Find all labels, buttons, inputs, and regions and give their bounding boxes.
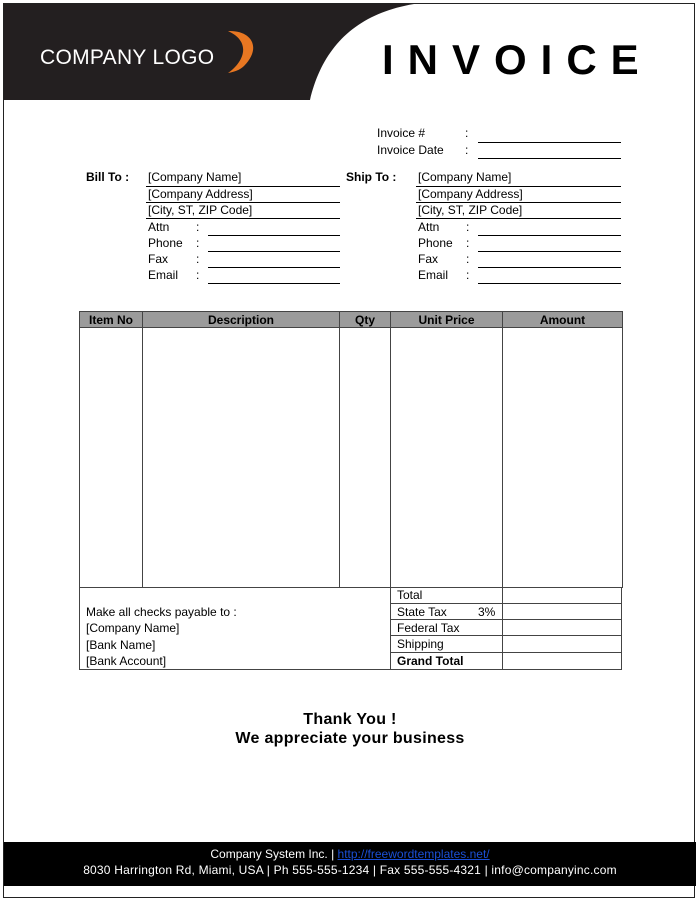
federal-tax-label: Federal Tax: [397, 621, 460, 635]
divider: [416, 218, 621, 219]
state-tax-label: State Tax: [397, 605, 447, 619]
divider: [390, 652, 622, 653]
colon: :: [196, 220, 200, 234]
colon: :: [466, 268, 470, 282]
ship-to-phone-field[interactable]: [478, 251, 621, 252]
bill-to-label: Bill To :: [86, 170, 130, 184]
ship-to-fax-field[interactable]: [478, 267, 621, 268]
payment-bank-name[interactable]: [Bank Name]: [86, 638, 156, 652]
footer: [4, 842, 696, 886]
invoice-title: INVOICE: [382, 36, 653, 83]
invoice-date-field[interactable]: [478, 158, 621, 159]
colon: :: [196, 252, 200, 266]
items-table: [79, 311, 623, 588]
colon: :: [466, 236, 470, 250]
divider: [390, 603, 622, 604]
ship-to-city[interactable]: [City, ST, ZIP Code]: [418, 203, 523, 217]
footer-website-link[interactable]: http://freewordtemplates.net/: [337, 847, 490, 861]
company-logo: COMPANY LOGO: [40, 46, 215, 69]
amount-cell[interactable]: [503, 328, 623, 588]
column-header-item-no: Item No: [80, 312, 143, 328]
ship-to-attn-label: Attn: [418, 220, 440, 234]
ship-to-fax-label: Fax: [418, 252, 439, 266]
grand-total-label: Grand Total: [397, 654, 464, 668]
item-no-cell[interactable]: [80, 328, 143, 588]
divider: [502, 588, 503, 669]
footer-address: 8030 Harrington Rd, Miami, USA | Ph 555-555-1234 | Fax 555-555-4321 | info@companyinc.com: [83, 863, 617, 877]
column-header-qty: Qty: [340, 312, 391, 328]
totals-block: [79, 587, 622, 670]
ship-to-label: Ship To :: [346, 170, 397, 184]
column-header-description: Description: [143, 312, 340, 328]
bill-to-phone-label: Phone: [148, 236, 183, 250]
colon: :: [466, 252, 470, 266]
description-cell[interactable]: [143, 328, 340, 588]
column-header-amount: Amount: [503, 312, 623, 328]
payment-bank-account[interactable]: [Bank Account]: [86, 654, 167, 668]
bill-to-city[interactable]: [City, ST, ZIP Code]: [148, 203, 253, 217]
invoice-date-label: Invoice Date: [377, 143, 444, 157]
payment-company[interactable]: [Company Name]: [86, 621, 180, 635]
qty-cell[interactable]: [340, 328, 391, 588]
logo-swoosh-icon: [222, 28, 262, 74]
footer-line-1: [4, 847, 696, 861]
colon: :: [466, 220, 470, 234]
divider: [390, 635, 622, 636]
ship-to-email-label: Email: [418, 268, 449, 282]
bill-to-attn-label: Attn: [148, 220, 170, 234]
total-label: Total: [397, 588, 423, 602]
divider: [390, 588, 391, 669]
colon: :: [196, 236, 200, 250]
thank-you-text: Thank You !: [303, 711, 397, 728]
ship-to-address[interactable]: [Company Address]: [418, 187, 523, 201]
colon: :: [465, 143, 469, 157]
invoice-number-label: Invoice #: [377, 126, 426, 140]
column-header-unit-price: Unit Price: [391, 312, 503, 328]
footer-company: Company System Inc. |: [210, 847, 335, 861]
bill-to-fax-field[interactable]: [208, 267, 340, 268]
appreciation-text: We appreciate your business: [235, 730, 465, 747]
table-header-row: [80, 312, 623, 328]
bill-to-email-label: Email: [148, 268, 179, 282]
shipping-label: Shipping: [397, 637, 444, 651]
table-row[interactable]: [80, 328, 623, 588]
bill-to-company[interactable]: [Company Name]: [148, 170, 242, 184]
divider: [146, 218, 340, 219]
state-tax-rate[interactable]: 3%: [478, 605, 496, 619]
bill-to-address[interactable]: [Company Address]: [148, 187, 253, 201]
colon: :: [196, 268, 200, 282]
invoice-number-field[interactable]: [478, 142, 621, 143]
bill-to-phone-field[interactable]: [208, 251, 340, 252]
unit-price-cell[interactable]: [391, 328, 503, 588]
ship-to-phone-label: Phone: [418, 236, 453, 250]
divider: [390, 619, 622, 620]
ship-to-email-field[interactable]: [478, 283, 621, 284]
ship-to-company[interactable]: [Company Name]: [418, 170, 512, 184]
bill-to-fax-label: Fax: [148, 252, 169, 266]
payment-note: Make all checks payable to :: [86, 605, 237, 619]
bill-to-email-field[interactable]: [208, 283, 340, 284]
bill-to-attn-field[interactable]: [208, 235, 340, 236]
colon: :: [465, 126, 469, 140]
ship-to-attn-field[interactable]: [478, 235, 621, 236]
